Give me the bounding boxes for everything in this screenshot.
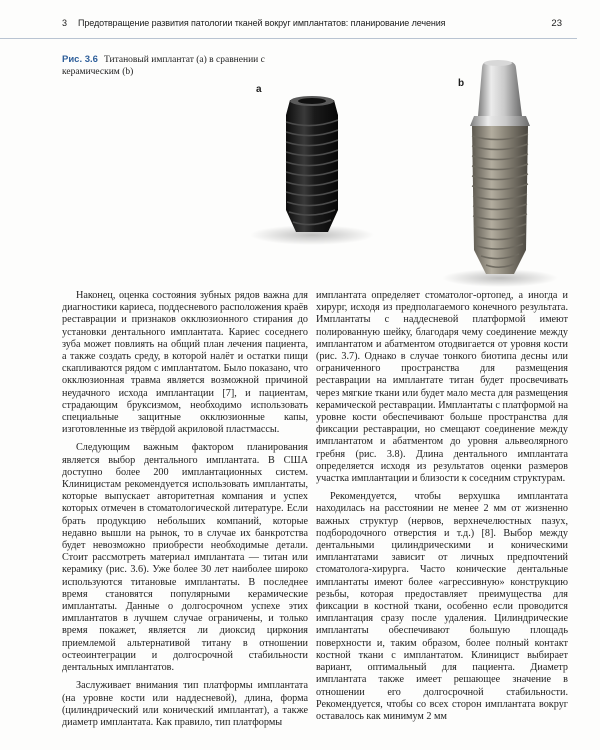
paragraph: имплантата определяет стоматолог-ортопед, а иногда и хирург, исходя из предполагаемого конечного результата. Имплантаты с наддесневой платформой имеют полированную шейку, благодаря чему соединение между имплантатом и абатментом отодвигается от уровня кости (рис. 3.7). Однако в случае тонкого биотипа десны или ограниченного пространства для размещения реставрации на имплантате титан будет просвечивать через мягкие ткани или будет мало места для размещения керамической реставрации. Имплантаты с платформой на уровне кости обеспечивают больше пространства для фиксации реставрации, но смещают соединение между имплантатом и абатментом до уровня альвеолярного гребня (рис. 3.8). Длина дентального имплантата определяется исходя из результатов оценки размеров участка имплантации и близости к соседним структурам. [316,290,568,485]
chapter-title: Предотвращение развития патологии тканей вокруг имплантатов: планирование лечения [78,18,446,28]
ceramic-implant-image [442,60,558,287]
figure-caption-text: Титановый имплантат (a) в сравнении с керамическим (b) [62,55,265,77]
figure-label: Рис. 3.6 [62,54,98,65]
panel-b-label: b [458,78,465,89]
header-rule [0,38,577,39]
paragraph: Заслуживает внимания тип платформы имплантата (на уровне кости или наддесневой), длина, форма (цилиндрический или конический имплантат), а также диаметр имплантата. Как правило, тип платформы [62,680,308,728]
chapter-number: 3 [62,18,68,28]
titanium-implant-image [250,96,374,245]
implant-figure [200,60,560,290]
panel-a-label: a [256,84,262,95]
text-column-left [62,290,308,729]
page-number: 23 [551,18,562,29]
text-column-right [316,290,568,723]
paragraph: Наконец, оценка состояния зубных рядов важна для диагностики кариеса, поддесневого расположения краёв реставрации и признаков окклюзионного стирания до установки дентального имплантата. Кариес соседнего зуба может повлиять на общий план лечения пациента, а также создать среду, в которой налёт и остатки пищи скапливаются рядом с имплантатом. Было показано, что окклюзионная травма является возможной причиной неудачного исхода имплантации [7], и пациентам, страдающим бруксизмом, необходимо использовать специальные защитные окклюзионные капы, изготовленные из твёрдой акриловой пластмассы. [62,290,308,436]
paragraph: Рекомендуется, чтобы верхушка имплантата находилась на расстоянии не менее 2 мм от жизненно важных структур (нервов, верхнечелюстных пазух, подбородочного отверстия и т.д.) [8]. Выбор между дентальными цилиндрическими и коническими имплантатами зависит от личных предпочтений стоматолога-хирурга. Часто конические дентальные имплантаты имеют более «агрессивную» конструкцию резьбы, которая предоставляет преимущества для фиксации в костной ткани, особенно если проводится имплантация сразу после удаления. Цилиндрические имплантаты обеспечивают большую площадь поверхности и, таким образом, более полный контакт костной ткани с имплантатом. Клиницист выбирает вариант, оптимальный для пациента. Диаметр имплантата также имеет решающее значение в отношении его долгосрочной стабильности. Рекомендуется, чтобы со всех сторон имплантата вокруг оставалось как минимум 2 мм [316,491,568,722]
running-header [0,14,600,36]
paragraph: Следующим важным фактором планирования является выбор дентального имплантата. В США доступно более 200 имплантационных систем. Клиницистам рекомендуется использовать имплантаты, которые выпускает авторитетная компания и успех которых отмечен в стоматологической литературе. Если брать продукцию небольших компаний, которые недавно вышли на рынок, то в случае их банкротства будет невозможно приобрести необходимые детали. Стоит рассмотреть материал имплантата — титан или керамику (рис. 3.6). Уже более 30 лет наиболее широко используются титановые имплантаты. В последнее время становятся популярными керамические имплантаты. Данные о долгосрочном успехе этих имплантатов в лучшем случае ограничены, и только время покажет, является ли диоксид циркония приемлемой альтернативой титану в отношении остеоинтеграции и долгосрочной стабильности дентальных имплантатов. [62,442,308,674]
